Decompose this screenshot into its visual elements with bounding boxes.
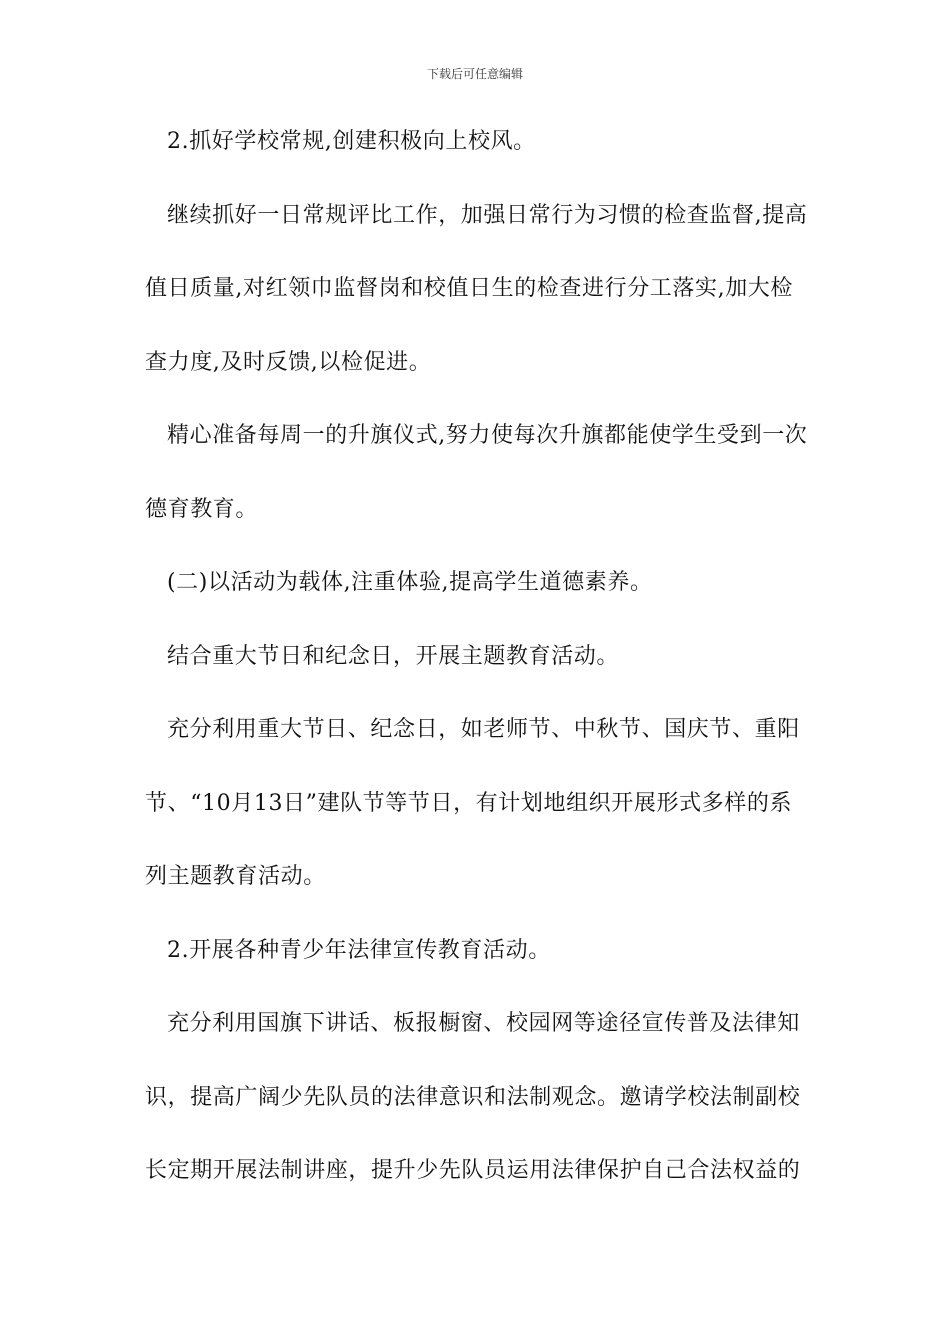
paragraph-line: 充分利用重大节日、纪念日，如老师节、中秋节、国庆节、重阳 [167,717,800,742]
paragraph-line: 2.开展各种青少年法律宣传教育活动。 [167,937,551,963]
paragraph-line: 查力度,及时反馈,以检促进。 [145,349,432,375]
paragraph-line: 列主题教育活动。 [145,864,326,889]
header-note: 下载后可任意编辑 [426,67,523,81]
paragraph-line: 2.抓好学校常规,创建积极向上校风。 [167,129,536,154]
paragraph-line: 节、“10月13日”建队节等节日，有计划地组织开展形式多样的系 [145,790,793,816]
paragraph-line: 值日质量,对红领巾监督岗和校值日生的检查进行分工落实,加大检 [145,276,793,301]
paragraph-line: (二)以活动为载体,注重体验,提高学生道德素养。 [167,570,653,595]
paragraph-line: 继续抓好一日常规评比工作，加强日常行为习惯的检查监督,提高 [167,202,808,228]
paragraph-line: 识，提高广阔少先队员的法律意识和法制观念。邀请学校法制副校 [145,1084,801,1110]
paragraph-line: 充分利用国旗下讲话、板报橱窗、校园网等途径宣传普及法律知 [167,1011,800,1036]
paragraph-line: 德育教育。 [145,496,259,522]
paragraph-line: 精心准备每周一的升旗仪式,努力使每次升旗都能使学生受到一次 [167,423,808,448]
paragraph-line: 结合重大节日和纪念日，开展主题教育活动。 [167,643,620,669]
document-body [145,128,810,1231]
paragraph-line: 长定期开展法制讲座，提升少先队员运用法律保护自己合法权益的 [145,1158,801,1183]
